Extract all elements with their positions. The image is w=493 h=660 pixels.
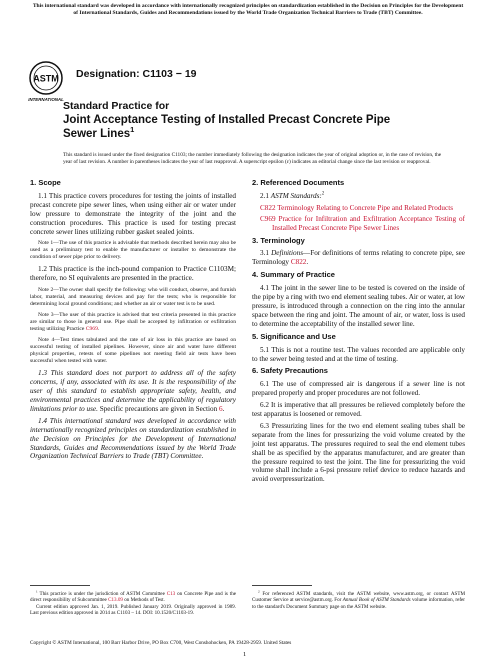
astm-logo xyxy=(26,60,66,104)
fn1-b: on Concrete Pipe and is the direct responsibility of Subcommittee xyxy=(30,591,237,604)
copyright: Copyright © ASTM International, 100 Barr Harbor Drive, PO Box C700, West Conshohocken, PA 19428-2959. United States xyxy=(30,640,292,646)
section-5-heading: 5. Significance and Use xyxy=(252,331,336,341)
fn2-italic: Annual Book of ASTM Standards xyxy=(342,597,411,604)
link-c822[interactable]: C822 xyxy=(290,258,307,267)
para-2-1-num: 2.1 xyxy=(260,191,271,200)
footnote-2-marker: 2 xyxy=(258,589,260,594)
page-number: 1 xyxy=(243,651,247,658)
footnote-rule-left xyxy=(30,585,90,586)
para-3-1-num: 3.1 xyxy=(260,249,272,258)
para-1-4: 1.4 This international standard was developed in accordance with internationally recognized principles on standardization established in the Decision on Principles for the Development of International Standards, Guides and Recommendations issued by the World Trade Organization Technical Barriers to Trade (TBT) Committee. xyxy=(30,416,236,461)
note-3-text: Note 3—The user of this practice is advised that test criteria presented in this practice are similar to those in general use. Pipe shall be accepted by infiltration or exfiltration testing utilizing Practice xyxy=(30,312,236,333)
section-2-heading: 2. Referenced Documents xyxy=(252,178,345,187)
section-4-heading: 4. Summary of Practice xyxy=(252,270,335,280)
para-1-3-end: . xyxy=(222,404,225,413)
ref-code-c969[interactable]: C969 xyxy=(260,214,276,223)
title-footnote-marker: 1 xyxy=(130,125,135,135)
preamble: This standard is issued under the fixed designation C1103; the number immediately following the designation indicates the year of original adoption or, in the case of revision, the year of last revision. A number in parentheses indicates the year of last reapproval. A superscript epsilon (ε) indicates an editorial change since the last revision or reapproval. xyxy=(63,152,442,166)
designation: Designation: C1103 − 19 xyxy=(76,68,197,80)
footnote-1-marker: 1 xyxy=(36,589,38,594)
section-3-heading: 3. Terminology xyxy=(252,235,305,245)
left-column xyxy=(30,175,236,464)
fn2-b: volume information, refer to the standard's Document Summary page on the ASTM website. xyxy=(252,597,465,610)
title-line-3 xyxy=(63,127,463,141)
reference-c822[interactable] xyxy=(252,204,465,213)
ref-title-c822[interactable]: Terminology Relating to Concrete Pipe and Related Products xyxy=(275,203,453,212)
section-1-heading: 1. Scope xyxy=(30,178,61,187)
fn1-a: This practice is under the jurisdiction of ASTM Committee xyxy=(39,591,167,597)
para-1-3-tail: Specific precautions are given in Section xyxy=(97,404,220,413)
link-c969-note[interactable]: C969 xyxy=(85,326,98,333)
ref-code-c822[interactable]: C822 xyxy=(260,203,276,212)
para-4-1: 4.1 The joint in the sewer line to be tested is covered on the inside of the pipe by a ring with two end element sealing tubes. Air or water, at low pressure, is introduced through a connection on the ring into the annular space between the ring and joint. The amount of air, or water, loss is used to determine the acceptability of the installed sewer line. xyxy=(252,284,465,328)
ref-title-c969[interactable]: Practice for Infiltration and Exfiltration Acceptance Testing of Installed Precast Concrete Pipe Sewer Lines xyxy=(272,214,465,232)
para-3-1-italic: Definitions xyxy=(271,249,304,258)
note-2: Note 2—The owner shall specify the following: who will conduct, observe, and furnish labor, material, and measuring devices and pay for the tests; who is responsible for determining local ground conditions; and whether an air or water test is to be used. xyxy=(30,287,236,308)
footnote-2-para xyxy=(252,591,465,610)
fn2-a: For referenced ASTM standards, visit the ASTM website, www.astm.org, or contact ASTM Customer Service at service@astm.org. For xyxy=(252,591,465,604)
document-title xyxy=(63,99,463,141)
note-4: Note 4—Test times tabulated and the rate of air loss in this practice are based on successful testing of installed pipelines. However, since air and water have different physical properties, retests of some pipelines not meeting field air tests have been successful when tested with water. xyxy=(30,337,236,365)
reference-c969[interactable] xyxy=(252,215,465,233)
logo-text: ASTM xyxy=(33,73,59,84)
fn1-c: on Methods of Test. xyxy=(122,597,165,604)
footnote-2 xyxy=(252,591,465,610)
para-2-1-sup: 2 xyxy=(321,191,325,197)
para-3-1 xyxy=(252,249,465,267)
link-c13-09[interactable]: C13.09 xyxy=(108,597,123,604)
section-6-heading: 6. Safety Precautions xyxy=(252,366,328,376)
logo-subtext: INTERNATIONAL xyxy=(28,97,64,102)
footnote-1-para-a xyxy=(30,591,236,604)
para-1-2: 1.2 This practice is the inch-pound companion to Practice C1103M; therefore, no SI equivalents are presented in the practice. xyxy=(30,265,236,283)
link-c13[interactable]: C13 xyxy=(166,591,176,597)
para-1-3 xyxy=(30,369,236,414)
title-line-3-text: Sewer Lines xyxy=(63,128,131,140)
note-3 xyxy=(30,312,236,333)
para-5-1: 5.1 This is not a routine test. The values recorded are applicable only to the sewer being tested and at the time of testing. xyxy=(252,345,465,363)
title-line-1: Standard Practice for xyxy=(63,100,170,112)
note-3-end: . xyxy=(97,326,100,333)
para-1-3-italic: 1.3 This standard does not purport to address all of the safety concerns, if any, associated with its use. It is the responsibility of the user of this standard to establish appropriate safety, health, and environmental practices and determine the applicability of regulatory limitations prior to use. xyxy=(30,369,236,413)
top-notice: This international standard was developed in accordance with internationally recognized principles on standardization established in the Decision on Principles for the Development of International Standards, Guides and Recommendations issued by the World Trade Organization Technical Barriers to Trade (TBT) Committee. xyxy=(32,3,464,16)
para-3-1-end: . xyxy=(306,258,309,267)
para-3-1-text: —For definitions of terms relating to concrete pipe, see Terminology xyxy=(252,249,465,267)
title-line-2: Joint Acceptance Testing of Installed Precast Concrete Pipe xyxy=(63,114,391,126)
footnote-1-para-b: Current edition approved Jan. 1, 2019. Published January 2019. Originally approved in 1989. Last previous edition approved in 2014 as C1103 – 14. DOI: 10.1520/C1103-19. xyxy=(30,603,236,617)
para-6-3: 6.3 Pressurizing lines for the two end element sealing tubes shall be separate from the lines for pressurizing the void volume created by the joint test apparatus. The pressures required to seal the end element tubes shall be as specified by the apparatus manufacturer, and are greater than the pressure required to test the joint. The line for pressurizing the void volume shall include a 6-psi pressure relief device to reduce hazards and avoid overpressurization. xyxy=(252,421,465,484)
para-1-1: 1.1 This practice covers procedures for testing the joints of installed precast concrete pipe sewer lines, when using either air or water under low pressure to demonstrate the integrity of the joint and the construction procedures. This practice is used for testing precast concrete sewer lines utilizing rubber gasket sealed joints. xyxy=(30,191,236,236)
note-1: Note 1—The use of this practice is advisable that methods described herein may also be used as a preliminary test to enable the manufacturer or installer to demonstrate the condition of sewer pipe prior to delivery. xyxy=(30,240,236,261)
footnote-1 xyxy=(30,591,236,617)
footnote-rule-right xyxy=(252,585,312,586)
para-2-1-italic: ASTM Standards: xyxy=(270,191,322,200)
para-6-2: 6.2 It is imperative that all pressures be relieved completely before the test apparatus is loosened or removed. xyxy=(252,401,465,419)
para-6-1: 6.1 The use of compressed air is dangerous if a sewer line is not prepared properly and proper procedures are not followed. xyxy=(252,380,465,398)
para-2-1 xyxy=(252,192,465,201)
right-column xyxy=(252,175,465,487)
link-section-6[interactable]: 6 xyxy=(219,404,223,413)
